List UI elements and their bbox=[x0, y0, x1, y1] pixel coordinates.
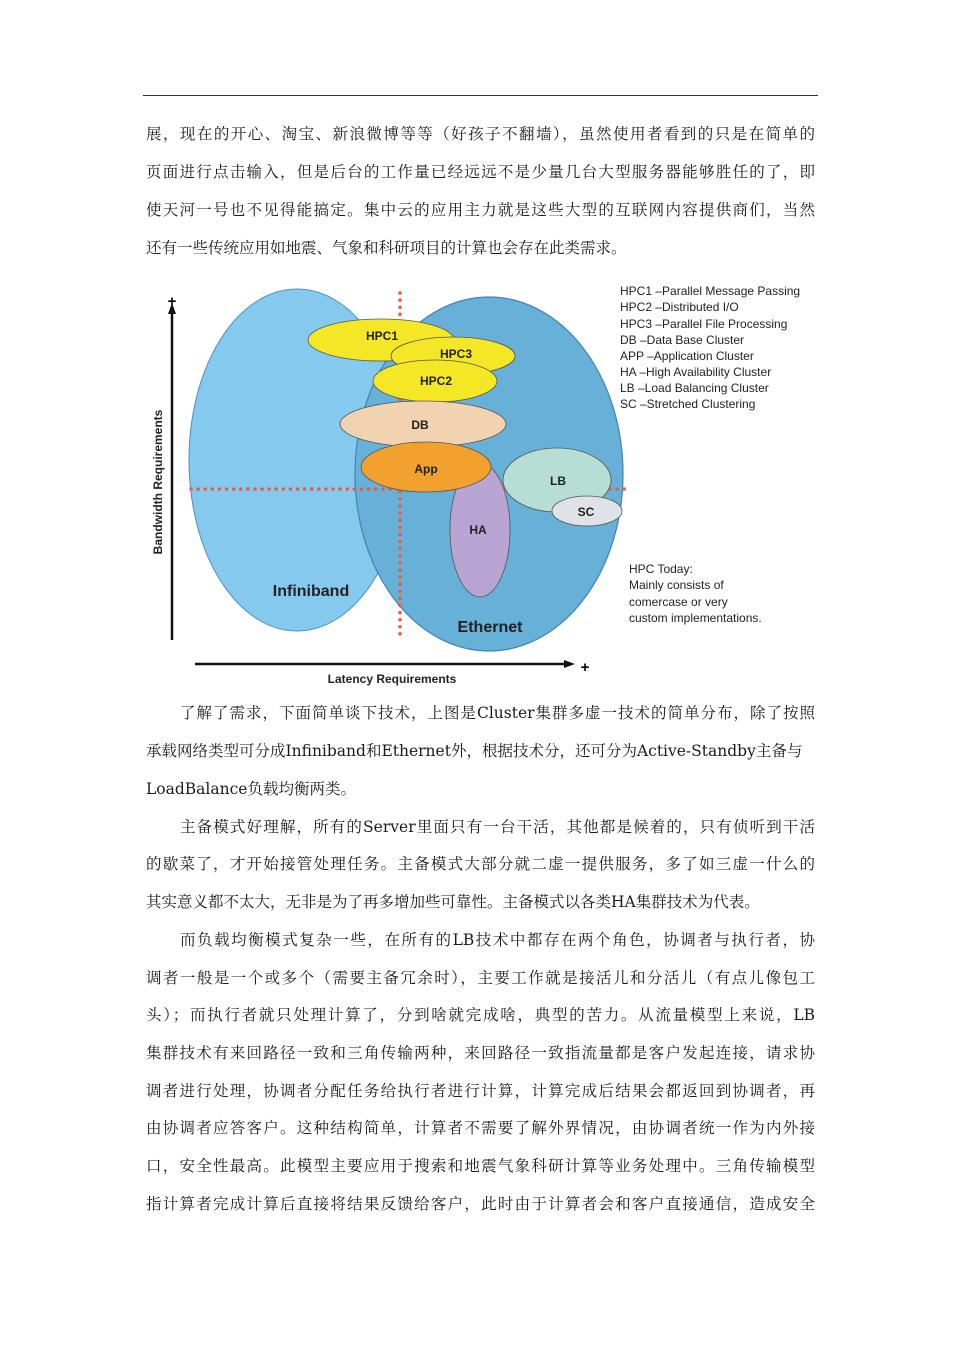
text-line: 由协调者应答客户。这种结构简单，计算者不需要了解外界情况，由协调者统一作为内外接 bbox=[146, 1119, 815, 1137]
hpc3-label: HPC3 bbox=[439, 347, 473, 361]
text-line: 指计算者完成计算后直接将结果反馈给客户，此时由于计算者会和客户直接通信，造成安全 bbox=[146, 1195, 815, 1213]
text-line: 页面进行点击输入，但是后台的工作量已经远远不是少量几台大型服务器能够胜任的了，即 bbox=[146, 163, 815, 181]
text-line: 其实意义都不太大，无非是为了再多增加些可靠性。主备模式以各类HA集群技术为代表。 bbox=[146, 893, 760, 911]
text-line: 调者进行处理，协调者分配任务给执行者进行计算，计算完成后结果会都返回到协调者，再 bbox=[146, 1082, 815, 1100]
text-line: 口，安全性最高。此模型主要应用于搜索和地震气象科研计算等业务处理中。三角传输模型 bbox=[146, 1157, 815, 1175]
ethernet-label: Ethernet bbox=[457, 619, 523, 636]
text-line: 头）；而执行者就只处理计算了，分到啥就完成啥，典型的苦力。从流量模型上来说，LB bbox=[146, 1006, 815, 1024]
text-line: 而负载均衡模式复杂一些，在所有的LB技术中都存在两个角色，协调者与执行者，协 bbox=[180, 931, 815, 949]
legend bbox=[620, 284, 800, 411]
y-axis-plus: + bbox=[167, 293, 177, 310]
text-line: 的歇菜了，才开始接管处理任务。主备模式大部分就二虚一提供服务，多了如三虚一什么的 bbox=[146, 855, 815, 873]
hpc1-label: HPC1 bbox=[365, 329, 399, 343]
x-axis-label: Latency Requirements bbox=[327, 672, 457, 686]
legend-item: HPC1 –Parallel Message Passing bbox=[620, 284, 801, 298]
hpc2-label: HPC2 bbox=[419, 374, 453, 388]
x-axis-plus: + bbox=[580, 659, 590, 676]
legend-item: LB –Load Balancing Cluster bbox=[620, 381, 769, 395]
legend-item: HPC2 –Distributed I/O bbox=[620, 300, 739, 314]
note-line: Mainly consists of bbox=[629, 578, 724, 592]
text-line: 承载网络类型可分成Infiniband和Ethernet外，根据技术分，还可分为Active-Standby主备与 bbox=[146, 742, 803, 760]
lb-label: LB bbox=[550, 474, 566, 488]
note-line: custom implementations. bbox=[629, 611, 762, 625]
note-line: comercase or very bbox=[629, 595, 728, 609]
text-line: 展，现在的开心、淘宝、新浪微博等等（好孩子不翻墙），虽然使用者看到的只是在简单的 bbox=[146, 125, 815, 143]
text-line: 调者一般是一个或多个（需要主备冗余时），主要工作就是接活儿和分活儿（有点儿像包工 bbox=[146, 969, 815, 987]
y-axis-label: Bandwidth Requirements bbox=[151, 409, 165, 555]
legend-item: HPC3 –Parallel File Processing bbox=[620, 317, 788, 331]
app-label: App bbox=[414, 462, 438, 476]
hpc-today-note bbox=[629, 562, 762, 625]
x-axis-arrow-icon bbox=[564, 660, 575, 668]
db-label: DB bbox=[411, 418, 429, 432]
text-line: 主备模式好理解，所有的Server里面只有一台干活，其他都是候着的，只有侦听到干活 bbox=[180, 818, 815, 836]
legend-item: APP –Application Cluster bbox=[620, 349, 754, 363]
text-line: 还有一些传统应用如地震、气象和科研项目的计算也会存在此类需求。 bbox=[146, 239, 627, 257]
text-line: 了解了需求，下面简单谈下技术，上图是Cluster集群多虚一技术的简单分布，除了按照 bbox=[180, 704, 815, 722]
note-line: HPC Today: bbox=[629, 562, 693, 576]
text-line: 使天河一号也不见得能搞定。集中云的应用主力就是这些大型的互联网内容提供商们，当然 bbox=[146, 201, 815, 219]
legend-item: HA –High Availability Cluster bbox=[620, 365, 772, 379]
text-line: 集群技术有来回路径一致和三角传输两种，来回路径一致指流量都是客户发起连接，请求协 bbox=[146, 1044, 815, 1062]
legend-item: SC –Stretched Clustering bbox=[620, 397, 756, 411]
sc-label: SC bbox=[577, 505, 595, 519]
text-line: LoadBalance负载均衡两类。 bbox=[146, 780, 356, 798]
infiniband-label: Infiniband bbox=[272, 583, 350, 600]
ha-label: HA bbox=[469, 523, 487, 537]
legend-item: DB –Data Base Cluster bbox=[620, 333, 745, 347]
